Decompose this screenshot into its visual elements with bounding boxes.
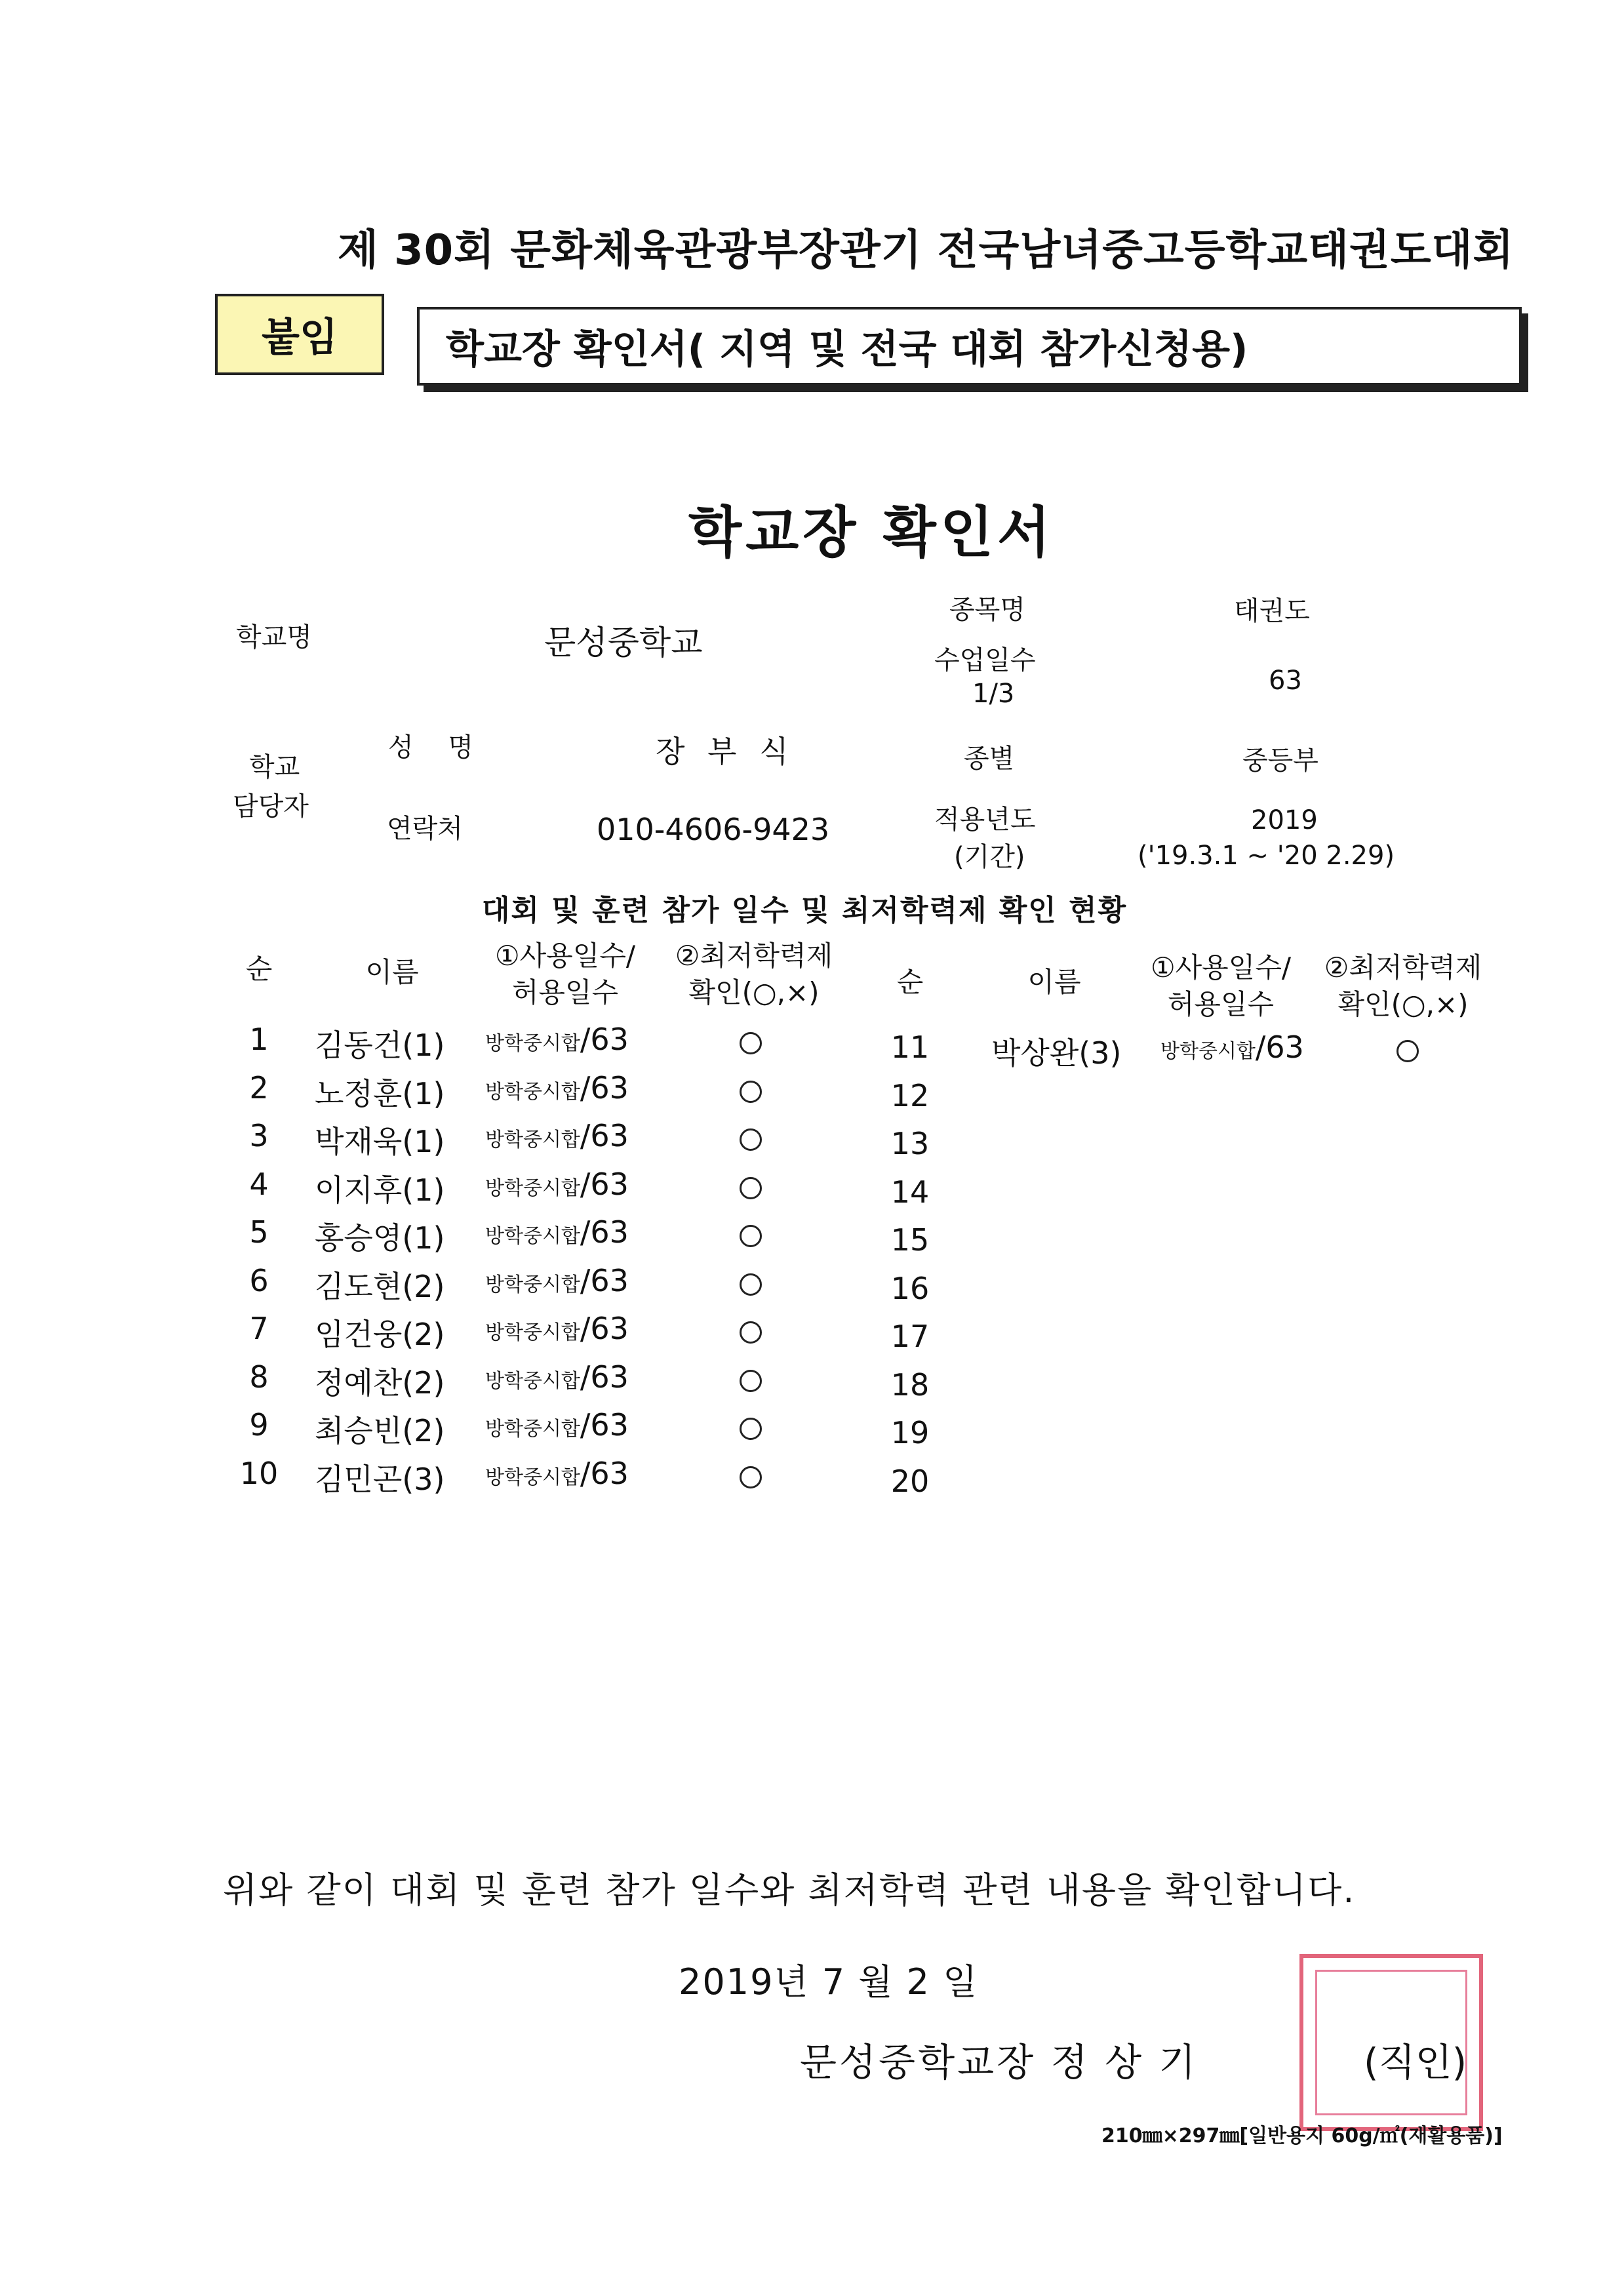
row-number: 7 [249, 1311, 269, 1346]
row-number: 12 [890, 1077, 930, 1113]
header-min [675, 938, 833, 1011]
name-value: 장 부 식 [656, 734, 795, 769]
header-days-line2: 허용일수 [511, 976, 619, 1008]
year-period: ('19.3.1 ~ '20 2.29) [1138, 841, 1395, 871]
check-circle-icon [740, 1466, 762, 1488]
row-name: 정예찬(2) [315, 1365, 445, 1401]
row-days-value: /63 [580, 1214, 629, 1250]
row-days [485, 1214, 629, 1250]
date-text: 2019년 7 월 2 일 [679, 1961, 979, 2003]
row-days-value: /63 [580, 1069, 629, 1106]
year-label-sub: (기간) [954, 842, 1025, 872]
confirm-text: 위와 같이 대회 및 훈련 참가 일수와 최저학력 관련 내용을 확인합니다. [223, 1869, 1356, 1911]
row-number: 2 [249, 1069, 269, 1106]
row-days-value: /63 [1255, 1029, 1304, 1065]
header-min-line2: 확인(○,×) [688, 976, 820, 1008]
header-min-right-line1: ②최저학력제 [1324, 951, 1482, 984]
seal-mark: (직인) [1364, 2040, 1467, 2085]
row-name: 최승빈(2) [315, 1413, 445, 1448]
subtitle-box: 학교장 확인서( 지역 및 전국 대회 참가신청용) [417, 307, 1522, 386]
row-days [485, 1022, 629, 1057]
header-name-right: 이름 [1027, 966, 1081, 998]
row-number: 13 [890, 1126, 930, 1161]
row-number: 18 [890, 1367, 930, 1403]
header-min-line1: ②최저학력제 [675, 940, 833, 972]
row-days-value: /63 [580, 1166, 629, 1202]
manager-label-1: 학교 [249, 752, 300, 782]
check-circle-icon [740, 1081, 762, 1103]
check-circle-icon [740, 1225, 762, 1247]
contact-label: 연락처 [387, 814, 463, 844]
header-name: 이름 [365, 956, 419, 988]
class-days-value: 63 [1269, 666, 1302, 696]
row-days [485, 1407, 629, 1443]
row-days-prefix: 방학중시합 [485, 1466, 580, 1489]
row-name: 이지후(1) [315, 1172, 445, 1208]
row-days-prefix: 방학중시합 [485, 1321, 580, 1344]
event-label: 종목명 [949, 595, 1025, 625]
header-days-right-line2: 허용일수 [1167, 988, 1275, 1020]
class-days-label: 수업일수 [934, 645, 1036, 675]
paper-note: 210㎜×297㎜[일반용지 60g/㎡(재활용품)] [1101, 2125, 1503, 2147]
row-days-value: /63 [580, 1407, 629, 1443]
row-name: 홍승영(1) [315, 1220, 445, 1256]
row-number: 19 [890, 1415, 930, 1450]
check-circle-icon [740, 1128, 762, 1151]
row-days-value: /63 [580, 1118, 629, 1153]
year-value: 2019 [1251, 805, 1318, 835]
check-circle-icon [740, 1273, 762, 1296]
division-value: 중등부 [1242, 746, 1318, 776]
row-number: 8 [249, 1359, 269, 1395]
header-no-right: 순 [896, 966, 924, 998]
header-min-right-line2: 확인(○,×) [1337, 988, 1469, 1020]
row-name: 김민곤(3) [315, 1461, 445, 1497]
check-circle-icon [740, 1418, 762, 1440]
row-name: 김동건(1) [315, 1028, 445, 1063]
principal-name: 문성중학교장 정 상 기 [800, 2040, 1198, 2085]
row-days [485, 1167, 629, 1202]
row-number: 17 [890, 1319, 930, 1354]
row-days-prefix: 방학중시합 [485, 1128, 580, 1151]
row-number: 1 [249, 1022, 269, 1057]
year-label: 적용년도 [934, 805, 1036, 835]
row-number: 15 [890, 1222, 930, 1258]
row-days [485, 1070, 629, 1106]
manager-label-2: 담당자 [233, 791, 309, 822]
event-title: 제 30회 문화체육관광부장관기 전국남녀중고등학교태권도대회 [338, 226, 1515, 275]
row-days-prefix: 방학중시합 [485, 1273, 580, 1296]
row-days-value: /63 [580, 1311, 629, 1346]
row-days [485, 1311, 629, 1346]
row-name: 임건웅(2) [315, 1317, 445, 1352]
row-days-value: /63 [580, 1262, 629, 1298]
row-number: 5 [249, 1214, 269, 1250]
row-days-value: /63 [580, 1022, 629, 1057]
row-number: 4 [249, 1166, 269, 1202]
row-days-prefix: 방학중시합 [1160, 1040, 1256, 1063]
check-circle-icon [740, 1177, 762, 1199]
header-days-right [1151, 949, 1291, 1023]
row-days-value: /63 [580, 1455, 629, 1491]
header-days-line1: ①사용일수/ [494, 940, 636, 972]
row-number: 3 [249, 1118, 269, 1153]
row-number: 16 [890, 1270, 930, 1306]
division-label: 종별 [964, 744, 1015, 774]
row-days-prefix: 방학중시합 [485, 1032, 580, 1055]
row-days [1160, 1029, 1304, 1065]
row-number: 9 [249, 1407, 269, 1443]
event-value: 태권도 [1234, 596, 1310, 626]
row-number: 11 [890, 1029, 930, 1065]
row-days-prefix: 방학중시합 [485, 1369, 580, 1393]
name-label: 성 명 [388, 732, 486, 763]
header-days-right-line1: ①사용일수/ [1150, 951, 1292, 984]
row-days-prefix: 방학중시합 [485, 1225, 580, 1248]
row-days [485, 1118, 629, 1153]
row-number: 14 [890, 1174, 930, 1210]
check-circle-icon [740, 1370, 762, 1392]
contact-value: 010-4606-9423 [597, 812, 830, 847]
row-number: 6 [249, 1262, 269, 1298]
check-circle-icon [740, 1321, 762, 1344]
check-circle-icon [1396, 1040, 1419, 1062]
row-days-prefix: 방학중시합 [485, 1080, 580, 1104]
row-number: 20 [890, 1463, 930, 1499]
row-days-value: /63 [580, 1359, 629, 1395]
header-days [495, 938, 635, 1011]
school-value: 문성중학교 [544, 624, 703, 662]
row-name: 박재욱(1) [315, 1124, 445, 1159]
row-days [485, 1263, 629, 1298]
document-title: 학교장 확인서 [688, 500, 1055, 565]
row-days [485, 1456, 629, 1491]
row-days-prefix: 방학중시합 [485, 1418, 580, 1441]
row-days [485, 1359, 629, 1395]
row-name: 박상완(3) [991, 1035, 1122, 1071]
check-circle-icon [740, 1032, 762, 1054]
row-name: 김도현(2) [315, 1268, 445, 1304]
header-min-right [1324, 949, 1482, 1023]
table-title: 대회 및 훈련 참가 일수 및 최저학력제 확인 현황 [482, 894, 1128, 927]
header-no: 순 [245, 953, 273, 985]
row-name: 노정훈(1) [315, 1075, 445, 1111]
class-days-sub: 1/3 [972, 679, 1015, 709]
row-days-prefix: 방학중시합 [485, 1176, 580, 1200]
school-label: 학교명 [236, 622, 312, 652]
attachment-label: 붙임 [215, 294, 384, 375]
row-number: 10 [239, 1455, 279, 1491]
